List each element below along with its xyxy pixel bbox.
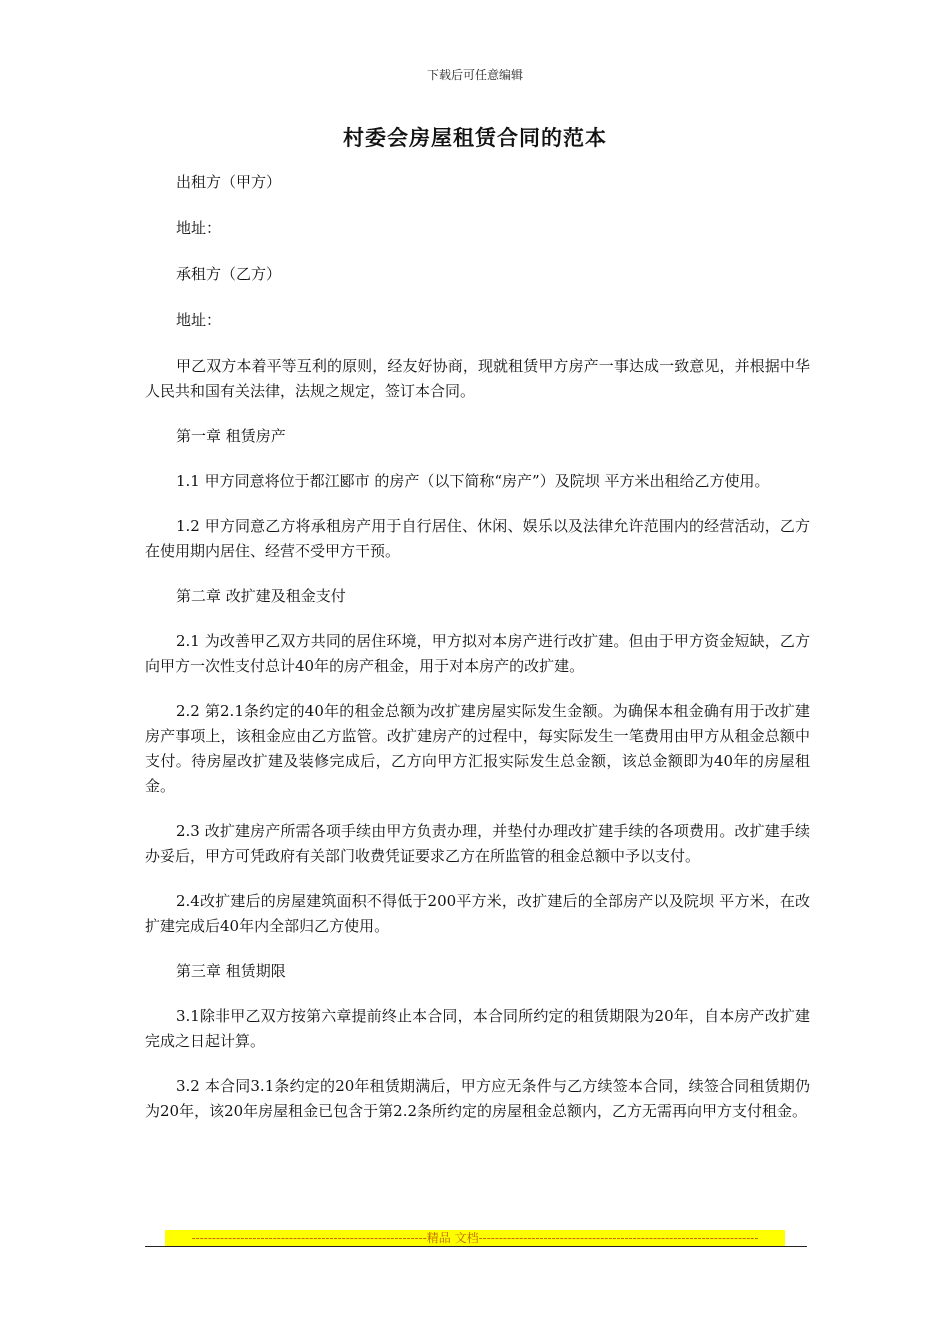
clause-3-1: 3.1除非甲乙双方按第六章提前终止本合同，本合同所约定的租赁期限为20年，自本房产改扩建完成之日起计算。 xyxy=(145,1007,810,1050)
clause-2-3: 2.3 改扩建房产所需各项手续由甲方负责办理，并垫付办理改扩建手续的各项费用。改扩建手续办妥后，甲方可凭政府有关部门收费凭证要求乙方在所监管的租金总额中予以支付。 xyxy=(145,822,810,865)
party-a-label: 出租方（甲方） xyxy=(176,173,282,191)
clause-1-2: 1.2 甲方同意乙方将承租房产用于自行居住、休闲、娱乐以及法律允许范围内的经营活动，乙方在使用期内居住、经营不受甲方干预。 xyxy=(145,517,810,560)
clause-2-1: 2.1 为改善甲乙双方共同的居住环境，甲方拟对本房产进行改扩建。但由于甲方资金短缺，乙方向甲方一次性支付总计40年的房产租金，用于对本房产的改扩建。 xyxy=(145,632,810,675)
clause-2-2: 2.2 第2.1条约定的40年的租金总额为改扩建房屋实际发生金额。为确保本租金确有用于改扩建房产事项上，该租金应由乙方监管。改扩建房产的过程中，每实际发生一笔费用由甲方从租金总额中支付。待房屋改扩建及装修完成后，乙方向甲方汇报实际发生总金额，该总金额即为40年的房屋租金。 xyxy=(145,702,810,795)
footer-banner: ----------------------------------------------------------精品 文档--------------------------------------------------------------------- xyxy=(165,1230,785,1246)
clause-3-2: 3.2 本合同3.1条约定的20年租赁期满后，甲方应无条件与乙方续签本合同，续签合同租赁期仍为20年，该20年房屋租金已包含于第2.2条所约定的房屋租金总额内，乙方无需再向甲方支付租金。 xyxy=(145,1077,810,1120)
party-b-label: 承租方（乙方） xyxy=(176,265,282,283)
footer-divider xyxy=(145,1246,807,1247)
chapter-heading: 第三章 租赁期限 xyxy=(176,962,286,980)
clause-2-4: 2.4改扩建后的房屋建筑面积不得低于200平方米，改扩建后的全部房产以及院坝 平方米，在改扩建完成后40年内全部归乙方使用。 xyxy=(145,892,810,935)
chapter-heading: 第二章 改扩建及租金支付 xyxy=(176,587,346,605)
document-body xyxy=(145,170,810,1144)
document-title: 村委会房屋租赁合同的范本 xyxy=(343,126,607,150)
party-b-address: 地址： xyxy=(176,311,222,329)
preamble: 甲乙双方本着平等互利的原则，经友好协商，现就租赁甲方房产一事达成一致意见，并根据中华人民共和国有关法律，法规之规定，签订本合同。 xyxy=(145,357,810,400)
chapter-heading: 第一章 租赁房产 xyxy=(176,427,286,445)
header-note: 下载后可任意编辑 xyxy=(426,68,523,82)
clause-1-1: 1.1 甲方同意将位于都江郾市 的房产（以下简称“房产”）及院坝 平方米出租给乙方使用。 xyxy=(176,472,770,490)
party-a-address: 地址： xyxy=(176,219,222,237)
